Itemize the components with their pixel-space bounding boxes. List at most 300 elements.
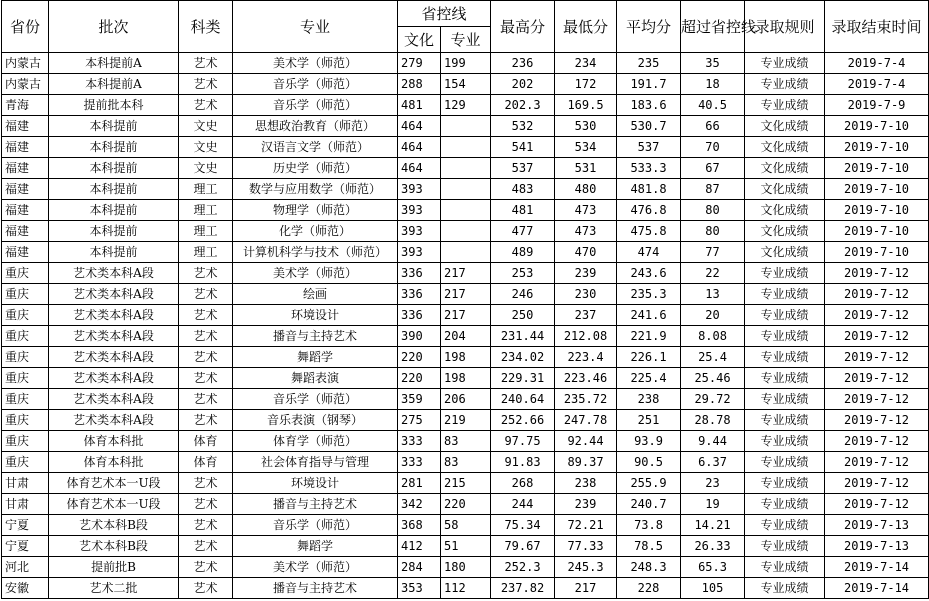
- cell-rule: 文化成绩: [745, 179, 825, 200]
- cell-rule: 专业成绩: [745, 410, 825, 431]
- cell-category: 艺术: [179, 515, 233, 536]
- cell-batch: 本科提前: [49, 179, 179, 200]
- cell-lowest: 223.4: [555, 347, 617, 368]
- cell-major: 化学（师范）: [233, 221, 398, 242]
- header-batch: 批次: [49, 1, 179, 53]
- cell-average: 533.3: [617, 158, 681, 179]
- cell-specialty-line: 199: [441, 53, 491, 74]
- cell-major: 数学与应用数学（师范）: [233, 179, 398, 200]
- cell-category: 艺术: [179, 95, 233, 116]
- cell-over-control: 19: [681, 494, 745, 515]
- cell-category: 艺术: [179, 410, 233, 431]
- cell-highest: 202: [491, 74, 555, 95]
- cell-culture-line: 368: [398, 515, 441, 536]
- cell-average: 251: [617, 410, 681, 431]
- cell-province: 河北: [2, 557, 49, 578]
- cell-culture-line: 390: [398, 326, 441, 347]
- cell-highest: 252.66: [491, 410, 555, 431]
- cell-culture-line: 284: [398, 557, 441, 578]
- cell-category: 理工: [179, 179, 233, 200]
- cell-average: 191.7: [617, 74, 681, 95]
- cell-average: 475.8: [617, 221, 681, 242]
- cell-province: 福建: [2, 137, 49, 158]
- cell-batch: 艺术类本科A段: [49, 410, 179, 431]
- cell-batch: 本科提前: [49, 221, 179, 242]
- cell-culture-line: 275: [398, 410, 441, 431]
- cell-lowest: 223.46: [555, 368, 617, 389]
- table-row: [2, 137, 929, 158]
- table-row: [2, 494, 929, 515]
- cell-specialty-line: 154: [441, 74, 491, 95]
- cell-over-control: 66: [681, 116, 745, 137]
- cell-over-control: 105: [681, 578, 745, 599]
- cell-end-time: 2019-7-4: [825, 53, 929, 74]
- cell-end-time: 2019-7-12: [825, 494, 929, 515]
- cell-rule: 专业成绩: [745, 515, 825, 536]
- cell-highest: 250: [491, 305, 555, 326]
- cell-over-control: 9.44: [681, 431, 745, 452]
- cell-specialty-line: 220: [441, 494, 491, 515]
- cell-lowest: 237: [555, 305, 617, 326]
- cell-highest: 537: [491, 158, 555, 179]
- cell-lowest: 77.33: [555, 536, 617, 557]
- cell-lowest: 480: [555, 179, 617, 200]
- cell-end-time: 2019-7-10: [825, 179, 929, 200]
- cell-lowest: 239: [555, 263, 617, 284]
- cell-end-time: 2019-7-12: [825, 452, 929, 473]
- cell-highest: 231.44: [491, 326, 555, 347]
- cell-category: 艺术: [179, 389, 233, 410]
- cell-end-time: 2019-7-12: [825, 389, 929, 410]
- cell-culture-line: 393: [398, 179, 441, 200]
- cell-major: 舞蹈表演: [233, 368, 398, 389]
- cell-culture-line: 336: [398, 284, 441, 305]
- cell-category: 体育: [179, 452, 233, 473]
- cell-province: 重庆: [2, 326, 49, 347]
- cell-over-control: 22: [681, 263, 745, 284]
- cell-rule: 文化成绩: [745, 158, 825, 179]
- cell-over-control: 67: [681, 158, 745, 179]
- table-row: [2, 452, 929, 473]
- cell-province: 福建: [2, 200, 49, 221]
- cell-average: 255.9: [617, 473, 681, 494]
- cell-specialty-line: 198: [441, 347, 491, 368]
- cell-over-control: 80: [681, 200, 745, 221]
- cell-batch: 艺术二批: [49, 578, 179, 599]
- table-row: [2, 515, 929, 536]
- cell-highest: 234.02: [491, 347, 555, 368]
- header-end-time: 录取结束时间: [825, 1, 929, 53]
- cell-major: 舞蹈学: [233, 536, 398, 557]
- cell-culture-line: 281: [398, 473, 441, 494]
- cell-batch: 提前批B: [49, 557, 179, 578]
- cell-average: 235: [617, 53, 681, 74]
- cell-province: 甘肃: [2, 473, 49, 494]
- header-over-control: 超过省控线: [681, 1, 745, 53]
- cell-over-control: 80: [681, 221, 745, 242]
- cell-culture-line: 481: [398, 95, 441, 116]
- cell-culture-line: 220: [398, 368, 441, 389]
- cell-category: 文史: [179, 158, 233, 179]
- cell-lowest: 473: [555, 221, 617, 242]
- cell-category: 理工: [179, 200, 233, 221]
- cell-province: 重庆: [2, 389, 49, 410]
- cell-over-control: 70: [681, 137, 745, 158]
- cell-category: 艺术: [179, 74, 233, 95]
- cell-major: 舞蹈学: [233, 347, 398, 368]
- cell-average: 78.5: [617, 536, 681, 557]
- cell-specialty-line: 198: [441, 368, 491, 389]
- cell-highest: 244: [491, 494, 555, 515]
- cell-major: 汉语言文学（师范）: [233, 137, 398, 158]
- cell-major: 社会体育指导与管理: [233, 452, 398, 473]
- cell-province: 重庆: [2, 431, 49, 452]
- cell-province: 宁夏: [2, 536, 49, 557]
- cell-batch: 本科提前: [49, 116, 179, 137]
- cell-major: 音乐学（师范）: [233, 389, 398, 410]
- cell-average: 221.9: [617, 326, 681, 347]
- cell-end-time: 2019-7-12: [825, 473, 929, 494]
- admission-scores-table: [1, 0, 929, 599]
- table-row: [2, 368, 929, 389]
- cell-rule: 专业成绩: [745, 578, 825, 599]
- cell-lowest: 92.44: [555, 431, 617, 452]
- cell-lowest: 531: [555, 158, 617, 179]
- cell-specialty-line: 204: [441, 326, 491, 347]
- cell-culture-line: 279: [398, 53, 441, 74]
- cell-specialty-line: 83: [441, 452, 491, 473]
- cell-culture-line: 333: [398, 452, 441, 473]
- cell-specialty-line: 58: [441, 515, 491, 536]
- table-row: [2, 263, 929, 284]
- cell-batch: 体育艺术本一U段: [49, 494, 179, 515]
- cell-over-control: 20: [681, 305, 745, 326]
- cell-rule: 专业成绩: [745, 53, 825, 74]
- cell-rule: 专业成绩: [745, 326, 825, 347]
- cell-over-control: 8.08: [681, 326, 745, 347]
- table-row: [2, 179, 929, 200]
- cell-rule: 专业成绩: [745, 305, 825, 326]
- cell-major: 美术学（师范）: [233, 263, 398, 284]
- cell-culture-line: 464: [398, 116, 441, 137]
- header-specialty: 专业: [441, 27, 491, 53]
- cell-average: 241.6: [617, 305, 681, 326]
- cell-highest: 229.31: [491, 368, 555, 389]
- table-row: [2, 116, 929, 137]
- cell-lowest: 235.72: [555, 389, 617, 410]
- cell-average: 90.5: [617, 452, 681, 473]
- cell-over-control: 6.37: [681, 452, 745, 473]
- cell-average: 474: [617, 242, 681, 263]
- cell-major: 物理学（师范）: [233, 200, 398, 221]
- cell-over-control: 35: [681, 53, 745, 74]
- header-rule: 录取规则: [745, 1, 825, 53]
- cell-province: 重庆: [2, 452, 49, 473]
- cell-rule: 专业成绩: [745, 536, 825, 557]
- cell-lowest: 212.08: [555, 326, 617, 347]
- table-row: [2, 74, 929, 95]
- cell-over-control: 18: [681, 74, 745, 95]
- cell-major: 体育学（师范）: [233, 431, 398, 452]
- cell-highest: 541: [491, 137, 555, 158]
- cell-rule: 专业成绩: [745, 494, 825, 515]
- cell-end-time: 2019-7-12: [825, 410, 929, 431]
- table-row: [2, 389, 929, 410]
- cell-end-time: 2019-7-10: [825, 200, 929, 221]
- cell-highest: 75.34: [491, 515, 555, 536]
- cell-batch: 艺术类本科A段: [49, 389, 179, 410]
- cell-specialty-line: [441, 221, 491, 242]
- cell-rule: 专业成绩: [745, 368, 825, 389]
- cell-end-time: 2019-7-10: [825, 221, 929, 242]
- cell-highest: 91.83: [491, 452, 555, 473]
- cell-rule: 专业成绩: [745, 431, 825, 452]
- cell-lowest: 217: [555, 578, 617, 599]
- cell-rule: 专业成绩: [745, 473, 825, 494]
- cell-over-control: 77: [681, 242, 745, 263]
- header-average: 平均分: [617, 1, 681, 53]
- cell-specialty-line: [441, 200, 491, 221]
- cell-end-time: 2019-7-12: [825, 263, 929, 284]
- cell-province: 重庆: [2, 263, 49, 284]
- cell-specialty-line: 217: [441, 263, 491, 284]
- cell-end-time: 2019-7-10: [825, 158, 929, 179]
- cell-batch: 提前批本科: [49, 95, 179, 116]
- cell-highest: 237.82: [491, 578, 555, 599]
- cell-highest: 240.64: [491, 389, 555, 410]
- cell-average: 226.1: [617, 347, 681, 368]
- cell-lowest: 473: [555, 200, 617, 221]
- cell-lowest: 530: [555, 116, 617, 137]
- cell-major: 音乐学（师范）: [233, 74, 398, 95]
- cell-province: 重庆: [2, 368, 49, 389]
- cell-lowest: 230: [555, 284, 617, 305]
- cell-over-control: 25.46: [681, 368, 745, 389]
- cell-province: 福建: [2, 221, 49, 242]
- cell-culture-line: 359: [398, 389, 441, 410]
- cell-specialty-line: 112: [441, 578, 491, 599]
- cell-culture-line: 393: [398, 242, 441, 263]
- cell-province: 福建: [2, 116, 49, 137]
- cell-rule: 专业成绩: [745, 74, 825, 95]
- cell-average: 243.6: [617, 263, 681, 284]
- cell-category: 理工: [179, 242, 233, 263]
- header-control-line: 省控线: [398, 1, 491, 27]
- cell-highest: 202.3: [491, 95, 555, 116]
- cell-specialty-line: [441, 137, 491, 158]
- cell-rule: 文化成绩: [745, 221, 825, 242]
- cell-province: 内蒙古: [2, 74, 49, 95]
- cell-average: 238: [617, 389, 681, 410]
- cell-over-control: 65.3: [681, 557, 745, 578]
- cell-over-control: 87: [681, 179, 745, 200]
- cell-over-control: 23: [681, 473, 745, 494]
- cell-over-control: 40.5: [681, 95, 745, 116]
- cell-major: 音乐表演（钢琴）: [233, 410, 398, 431]
- cell-batch: 艺术本科B段: [49, 515, 179, 536]
- cell-lowest: 245.3: [555, 557, 617, 578]
- cell-culture-line: 412: [398, 536, 441, 557]
- cell-specialty-line: 219: [441, 410, 491, 431]
- cell-average: 183.6: [617, 95, 681, 116]
- cell-average: 476.8: [617, 200, 681, 221]
- table-row: [2, 53, 929, 74]
- cell-batch: 艺术本科B段: [49, 536, 179, 557]
- cell-category: 艺术: [179, 578, 233, 599]
- cell-specialty-line: [441, 179, 491, 200]
- cell-rule: 文化成绩: [745, 137, 825, 158]
- cell-end-time: 2019-7-12: [825, 326, 929, 347]
- cell-highest: 477: [491, 221, 555, 242]
- cell-rule: 文化成绩: [745, 116, 825, 137]
- cell-lowest: 169.5: [555, 95, 617, 116]
- cell-province: 内蒙古: [2, 53, 49, 74]
- cell-specialty-line: 215: [441, 473, 491, 494]
- cell-province: 重庆: [2, 347, 49, 368]
- cell-lowest: 72.21: [555, 515, 617, 536]
- cell-batch: 本科提前A: [49, 74, 179, 95]
- cell-specialty-line: 51: [441, 536, 491, 557]
- table-header: [2, 1, 929, 53]
- cell-culture-line: 288: [398, 74, 441, 95]
- cell-highest: 246: [491, 284, 555, 305]
- cell-over-control: 25.4: [681, 347, 745, 368]
- cell-end-time: 2019-7-13: [825, 536, 929, 557]
- cell-rule: 专业成绩: [745, 347, 825, 368]
- table-row: [2, 242, 929, 263]
- cell-category: 艺术: [179, 557, 233, 578]
- cell-end-time: 2019-7-12: [825, 368, 929, 389]
- cell-specialty-line: 129: [441, 95, 491, 116]
- cell-highest: 236: [491, 53, 555, 74]
- header-major: 专业: [233, 1, 398, 53]
- cell-batch: 艺术类本科A段: [49, 263, 179, 284]
- cell-average: 481.8: [617, 179, 681, 200]
- cell-province: 重庆: [2, 305, 49, 326]
- cell-major: 思想政治教育（师范）: [233, 116, 398, 137]
- cell-culture-line: 464: [398, 158, 441, 179]
- cell-average: 228: [617, 578, 681, 599]
- cell-major: 绘画: [233, 284, 398, 305]
- cell-batch: 艺术类本科A段: [49, 284, 179, 305]
- table-row: [2, 431, 929, 452]
- cell-province: 安徽: [2, 578, 49, 599]
- cell-batch: 本科提前: [49, 137, 179, 158]
- cell-end-time: 2019-7-13: [825, 515, 929, 536]
- cell-highest: 489: [491, 242, 555, 263]
- table-row: [2, 578, 929, 599]
- cell-batch: 艺术类本科A段: [49, 347, 179, 368]
- cell-category: 艺术: [179, 473, 233, 494]
- cell-culture-line: 220: [398, 347, 441, 368]
- header-highest: 最高分: [491, 1, 555, 53]
- cell-major: 播音与主持艺术: [233, 326, 398, 347]
- cell-province: 甘肃: [2, 494, 49, 515]
- cell-specialty-line: [441, 116, 491, 137]
- table-row: [2, 200, 929, 221]
- cell-end-time: 2019-7-9: [825, 95, 929, 116]
- cell-category: 艺术: [179, 284, 233, 305]
- cell-batch: 本科提前: [49, 158, 179, 179]
- cell-major: 音乐学（师范）: [233, 95, 398, 116]
- cell-category: 文史: [179, 137, 233, 158]
- cell-specialty-line: [441, 242, 491, 263]
- cell-batch: 体育艺术本一U段: [49, 473, 179, 494]
- cell-batch: 艺术类本科A段: [49, 305, 179, 326]
- cell-culture-line: 333: [398, 431, 441, 452]
- cell-end-time: 2019-7-12: [825, 431, 929, 452]
- cell-category: 艺术: [179, 347, 233, 368]
- cell-major: 计算机科学与技术（师范）: [233, 242, 398, 263]
- cell-rule: 专业成绩: [745, 389, 825, 410]
- cell-highest: 532: [491, 116, 555, 137]
- table-row: [2, 473, 929, 494]
- cell-over-control: 26.33: [681, 536, 745, 557]
- cell-over-control: 13: [681, 284, 745, 305]
- cell-category: 艺术: [179, 305, 233, 326]
- cell-end-time: 2019-7-12: [825, 305, 929, 326]
- cell-batch: 艺术类本科A段: [49, 326, 179, 347]
- table-row: [2, 305, 929, 326]
- cell-category: 体育: [179, 431, 233, 452]
- cell-specialty-line: 180: [441, 557, 491, 578]
- cell-category: 理工: [179, 221, 233, 242]
- table-row: [2, 95, 929, 116]
- cell-average: 225.4: [617, 368, 681, 389]
- cell-major: 播音与主持艺术: [233, 494, 398, 515]
- cell-highest: 268: [491, 473, 555, 494]
- cell-category: 艺术: [179, 368, 233, 389]
- cell-culture-line: 342: [398, 494, 441, 515]
- cell-end-time: 2019-7-10: [825, 116, 929, 137]
- cell-province: 重庆: [2, 410, 49, 431]
- cell-batch: 本科提前A: [49, 53, 179, 74]
- cell-lowest: 534: [555, 137, 617, 158]
- table-row: [2, 326, 929, 347]
- cell-end-time: 2019-7-4: [825, 74, 929, 95]
- cell-batch: 体育本科批: [49, 452, 179, 473]
- cell-province: 青海: [2, 95, 49, 116]
- table-row: [2, 221, 929, 242]
- cell-batch: 本科提前: [49, 242, 179, 263]
- cell-culture-line: 336: [398, 263, 441, 284]
- table-body: [2, 53, 929, 599]
- cell-specialty-line: 217: [441, 284, 491, 305]
- cell-culture-line: 336: [398, 305, 441, 326]
- cell-over-control: 14.21: [681, 515, 745, 536]
- cell-end-time: 2019-7-14: [825, 557, 929, 578]
- cell-rule: 专业成绩: [745, 557, 825, 578]
- cell-major: 音乐学（师范）: [233, 515, 398, 536]
- cell-major: 历史学（师范）: [233, 158, 398, 179]
- cell-culture-line: 393: [398, 221, 441, 242]
- cell-average: 240.7: [617, 494, 681, 515]
- cell-highest: 79.67: [491, 536, 555, 557]
- cell-average: 248.3: [617, 557, 681, 578]
- cell-end-time: 2019-7-14: [825, 578, 929, 599]
- cell-highest: 483: [491, 179, 555, 200]
- cell-category: 艺术: [179, 536, 233, 557]
- cell-province: 福建: [2, 179, 49, 200]
- cell-lowest: 238: [555, 473, 617, 494]
- cell-lowest: 247.78: [555, 410, 617, 431]
- cell-specialty-line: 83: [441, 431, 491, 452]
- cell-average: 73.8: [617, 515, 681, 536]
- cell-rule: 文化成绩: [745, 242, 825, 263]
- cell-lowest: 172: [555, 74, 617, 95]
- cell-specialty-line: 217: [441, 305, 491, 326]
- cell-culture-line: 393: [398, 200, 441, 221]
